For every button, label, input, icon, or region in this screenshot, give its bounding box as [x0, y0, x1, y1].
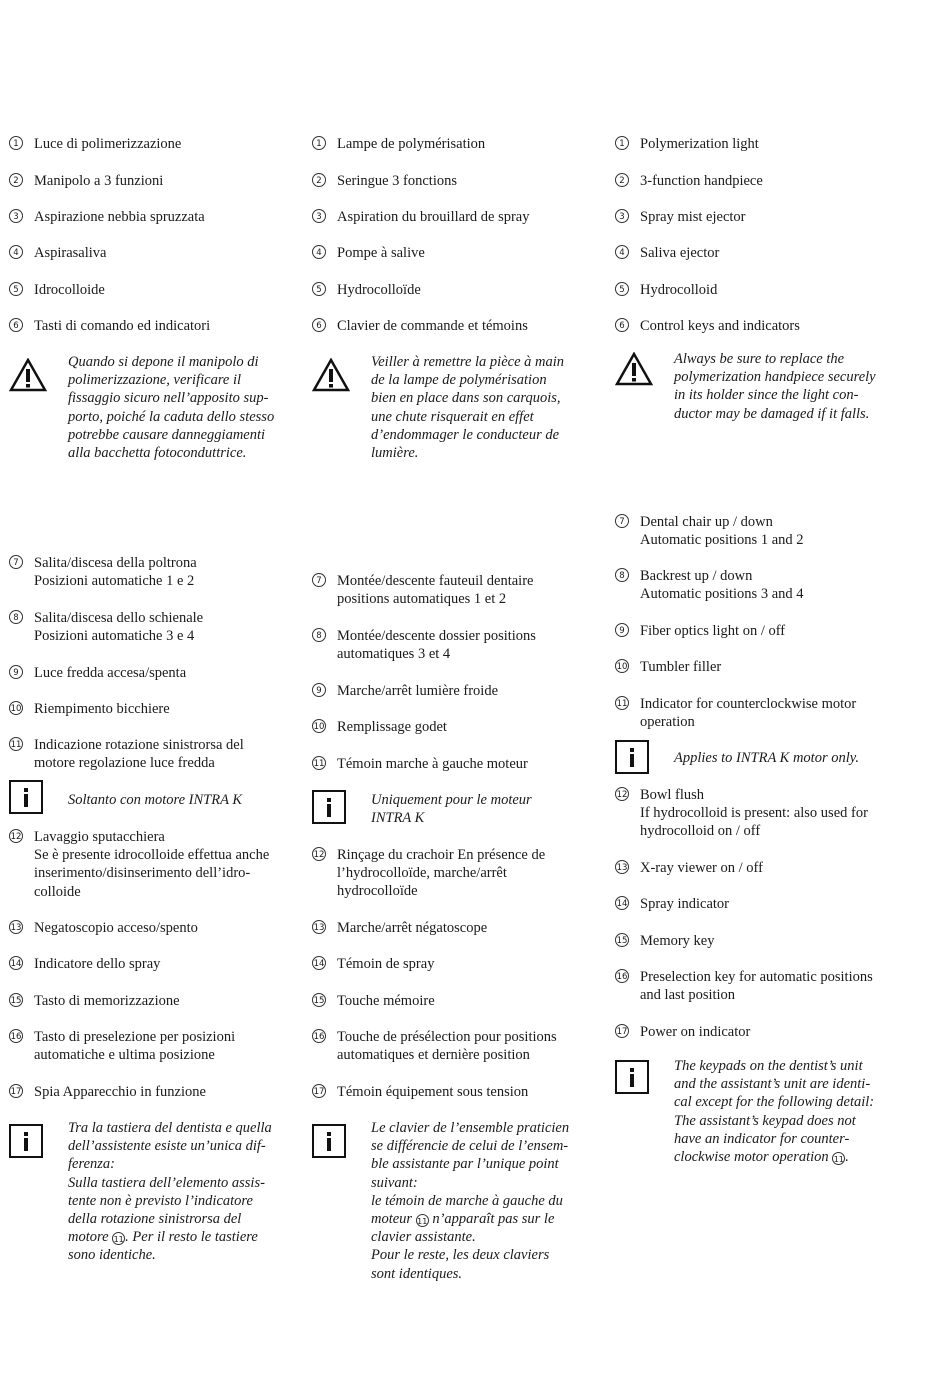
list-item — [615, 786, 900, 841]
item-label: Touche de présélection pour positions automatiques et dernière position — [337, 1029, 557, 1064]
list-item — [615, 895, 900, 913]
list-item — [312, 1028, 592, 1064]
list-item — [9, 955, 289, 973]
list-item — [615, 208, 900, 226]
item-number: 3 — [615, 209, 629, 223]
item-label: Manipolo a 3 funzioni — [34, 173, 164, 189]
list-item — [615, 968, 900, 1004]
item-label: Spia Apparecchio in funzione — [34, 1084, 206, 1100]
info-icon — [9, 1124, 43, 1158]
item-label: Negatoscopio acceso/spento — [34, 920, 198, 936]
item-label: Spray mist ejector — [640, 209, 746, 225]
list-item — [615, 1023, 900, 1041]
item-label: Aspirasaliva — [34, 245, 107, 261]
note-text: Tra la tastiera del dentista e quella dell’assistente esiste un’unica dif- ferenza: Sulla tastiera dell’elemento assis- tente non è previsto l’indicatore della rotazione sinistrorsa del motore — [68, 1120, 272, 1246]
item-number: 16 — [615, 969, 629, 983]
info-note — [68, 1119, 290, 1265]
item-number: 5 — [615, 282, 629, 296]
item-label: Tumbler filler — [640, 659, 722, 675]
item-label: Hydrocolloïde — [337, 282, 421, 298]
item-label: Montée/descente dossier positions automatiques 3 et 4 — [337, 628, 536, 663]
list-item — [312, 572, 592, 608]
list-item — [9, 317, 289, 335]
info-note: Uniquement pour le moteur INTRA K — [371, 792, 532, 827]
item-number: 3 — [312, 209, 326, 223]
item-number: 2 — [9, 173, 23, 187]
item-number: 6 — [312, 318, 326, 332]
warning-note: Quando si depone il manipolo di polimerizzazione, verificare il fissaggio sicuro nell’apposito sup- porto, poiché la caduta dello stesso potrebbe causare danneggiamenti alla bacchetta fotoconduttrice. — [68, 354, 275, 462]
item-number: 10 — [615, 659, 629, 673]
item-label: Power on indicator — [640, 1024, 751, 1040]
item-number: 8 — [615, 568, 629, 582]
info-icon — [615, 1060, 649, 1094]
item-label: Indicator for counterclockwise motor operation — [640, 696, 857, 731]
list-item — [9, 1028, 289, 1064]
item-number: 14 — [312, 956, 326, 970]
item-number: 7 — [9, 555, 23, 569]
info-note — [674, 1057, 902, 1166]
list-item — [615, 932, 900, 950]
item-number: 17 — [615, 1024, 629, 1038]
list-item — [312, 281, 592, 299]
item-number: 17 — [9, 1084, 23, 1098]
item-number: 15 — [312, 993, 326, 1007]
item-label: Fiber optics light on / off — [640, 623, 786, 639]
list-item — [9, 828, 289, 901]
list-item — [615, 622, 900, 640]
item-label: Salita/discesa dello schienale Posizioni automatiche 3 e 4 — [34, 610, 204, 645]
item-label: Touche mémoire — [337, 993, 435, 1009]
list-item — [312, 627, 592, 663]
list-item — [615, 695, 900, 731]
list-item — [615, 172, 900, 190]
item-number: 4 — [615, 245, 629, 259]
reference-number: 11 — [832, 1152, 845, 1165]
item-label: Témoin équipement sous tension — [337, 1084, 529, 1100]
item-label: Luce di polimerizzazione — [34, 136, 182, 152]
list-item — [312, 755, 592, 773]
item-number: 16 — [312, 1029, 326, 1043]
list-item — [9, 208, 289, 226]
item-label: Aspiration du brouillard de spray — [337, 209, 530, 225]
item-number: 12 — [615, 787, 629, 801]
note-text: . Per il resto le tastiere sono identiche. — [68, 1229, 258, 1264]
item-label: Rinçage du crachoir En présence de l’hydrocolloïde, marche/arrêt hydrocolloïde — [337, 847, 546, 900]
item-label: Témoin marche à gauche moteur — [337, 756, 528, 772]
item-number: 9 — [615, 623, 629, 637]
item-label: Lavaggio sputacchiera Se è presente idrocolloide effettua anche inserimento/disinserimento dell’idro- colloide — [34, 829, 270, 900]
info-note — [371, 1119, 593, 1283]
item-label: Pompe à salive — [337, 245, 425, 261]
info-icon — [312, 790, 346, 824]
item-label: Dental chair up / down Automatic positions 1 and 2 — [640, 514, 804, 549]
item-number: 4 — [312, 245, 326, 259]
item-number: 13 — [9, 920, 23, 934]
list-item — [312, 172, 592, 190]
item-number: 13 — [312, 920, 326, 934]
item-number: 15 — [9, 993, 23, 1007]
item-number: 9 — [312, 683, 326, 697]
info-note: Soltanto con motore INTRA K — [68, 792, 242, 808]
item-label: X-ray viewer on / off — [640, 860, 763, 876]
item-number: 12 — [9, 829, 23, 843]
list-item — [9, 554, 289, 590]
item-label: Marche/arrêt lumière froide — [337, 683, 499, 699]
list-item — [9, 1083, 289, 1101]
item-label: Memory key — [640, 933, 715, 949]
list-item — [9, 736, 289, 772]
item-number: 4 — [9, 245, 23, 259]
list-item — [9, 244, 289, 262]
item-label: Indicatore dello spray — [34, 956, 161, 972]
item-number: 8 — [9, 610, 23, 624]
item-label: Aspirazione nebbia spruzzata — [34, 209, 205, 225]
list-item — [615, 244, 900, 262]
info-icon — [615, 740, 649, 774]
item-number: 2 — [312, 173, 326, 187]
item-number: 8 — [312, 628, 326, 642]
item-label: Clavier de commande et témoins — [337, 318, 528, 334]
item-label: Preselection key for automatic positions and last position — [640, 969, 873, 1004]
item-label: Riempimento bicchiere — [34, 701, 170, 717]
item-label: Seringue 3 fonctions — [337, 173, 458, 189]
reference-number: 11 — [416, 1214, 429, 1227]
item-label: Backrest up / down Automatic positions 3 and 4 — [640, 568, 804, 603]
list-item — [615, 658, 900, 676]
list-item — [312, 718, 592, 736]
item-label: Témoin de spray — [337, 956, 435, 972]
list-item — [9, 664, 289, 682]
note-text: Le clavier de l’ensemble praticien se différencie de celui de l’ensem- ble assistante par l’unique point suivant: le témoin de marche à gauche du moteur — [371, 1120, 570, 1228]
item-label: Bowl flush If hydrocolloid is present: also used for hydrocolloid on / off — [640, 787, 868, 840]
item-label: Spray indicator — [640, 896, 729, 912]
reference-number: 11 — [112, 1232, 125, 1245]
item-label: Remplissage godet — [337, 719, 447, 735]
item-number: 14 — [615, 896, 629, 910]
item-number: 6 — [615, 318, 629, 332]
list-item — [312, 208, 592, 226]
list-item — [312, 992, 592, 1010]
info-icon — [9, 780, 43, 814]
item-number: 1 — [9, 136, 23, 150]
item-number: 15 — [615, 933, 629, 947]
item-number: 1 — [312, 136, 326, 150]
list-item — [312, 955, 592, 973]
list-item — [615, 567, 900, 603]
list-item — [615, 281, 900, 299]
item-label: Control keys and indicators — [640, 318, 800, 334]
note-text: The keypads on the dentist’s unit and the assistant’s unit are identi- cal except for the following detail: The assistant’s keypad does not have an indicator for counter- clockwise motor operation — [674, 1058, 875, 1166]
warning-triangle-icon — [615, 352, 653, 386]
item-number: 17 — [312, 1084, 326, 1098]
item-number: 7 — [615, 514, 629, 528]
list-item — [312, 317, 592, 335]
item-label: Tasti di comando ed indicatori — [34, 318, 211, 334]
item-number: 16 — [9, 1029, 23, 1043]
list-item — [615, 135, 900, 153]
list-item — [9, 700, 289, 718]
list-item — [9, 172, 289, 190]
note-text: n’apparaît pas sur le clavier assistante. Pour le reste, les deux claviers sont identiques. — [371, 1211, 555, 1282]
item-label: Lampe de polymérisation — [337, 136, 486, 152]
item-label: Marche/arrêt négatoscope — [337, 920, 488, 936]
item-label: Luce fredda accesa/spenta — [34, 665, 187, 681]
item-number: 10 — [312, 719, 326, 733]
item-number: 10 — [9, 701, 23, 715]
list-item — [312, 135, 592, 153]
item-label: 3-function handpiece — [640, 173, 763, 189]
item-number: 2 — [615, 173, 629, 187]
item-number: 5 — [9, 282, 23, 296]
warning-note: Veiller à remettre la pièce à main de la lampe de polymérisation bien en place dans son carquois, une chute risquerait en effet d’endommager le conducteur de lumière. — [371, 354, 565, 462]
item-number: 13 — [615, 860, 629, 874]
item-label: Polymerization light — [640, 136, 759, 152]
warning-triangle-icon — [312, 358, 350, 392]
list-item — [615, 859, 900, 877]
list-item — [312, 919, 592, 937]
list-item — [312, 1083, 592, 1101]
item-number: 7 — [312, 573, 326, 587]
item-number: 11 — [615, 696, 629, 710]
list-item — [312, 244, 592, 262]
item-label: Saliva ejector — [640, 245, 720, 261]
item-number: 12 — [312, 847, 326, 861]
note-text: . — [845, 1149, 849, 1166]
list-item — [312, 846, 592, 901]
item-label: Tasto di preselezione per posizioni automatiche e ultima posizione — [34, 1029, 236, 1064]
info-icon — [312, 1124, 346, 1158]
list-item — [312, 682, 592, 700]
warning-triangle-icon — [9, 358, 47, 392]
list-item — [9, 281, 289, 299]
item-label: Salita/discesa della poltrona Posizioni automatiche 1 e 2 — [34, 555, 197, 590]
item-label: Montée/descente fauteuil dentaire positions automatiques 1 et 2 — [337, 573, 534, 608]
item-label: Hydrocolloid — [640, 282, 718, 298]
warning-note: Always be sure to replace the polymerization handpiece securely in its holder since the light con- ductor may be damaged if it falls. — [674, 351, 876, 422]
item-label: Idrocolloide — [34, 282, 105, 298]
item-number: 1 — [615, 136, 629, 150]
list-item — [615, 513, 900, 549]
list-item — [615, 317, 900, 335]
item-number: 9 — [9, 665, 23, 679]
item-number: 14 — [9, 956, 23, 970]
item-label: Indicazione rotazione sinistrorsa del motore regolazione luce fredda — [34, 737, 244, 772]
item-number: 11 — [9, 737, 23, 751]
item-label: Tasto di memorizzazione — [34, 993, 180, 1009]
list-item — [9, 919, 289, 937]
list-item — [9, 992, 289, 1010]
item-number: 11 — [312, 756, 326, 770]
item-number: 3 — [9, 209, 23, 223]
item-number: 6 — [9, 318, 23, 332]
item-number: 5 — [312, 282, 326, 296]
info-note: Applies to INTRA K motor only. — [674, 750, 860, 766]
list-item — [9, 609, 289, 645]
list-item — [9, 135, 289, 153]
